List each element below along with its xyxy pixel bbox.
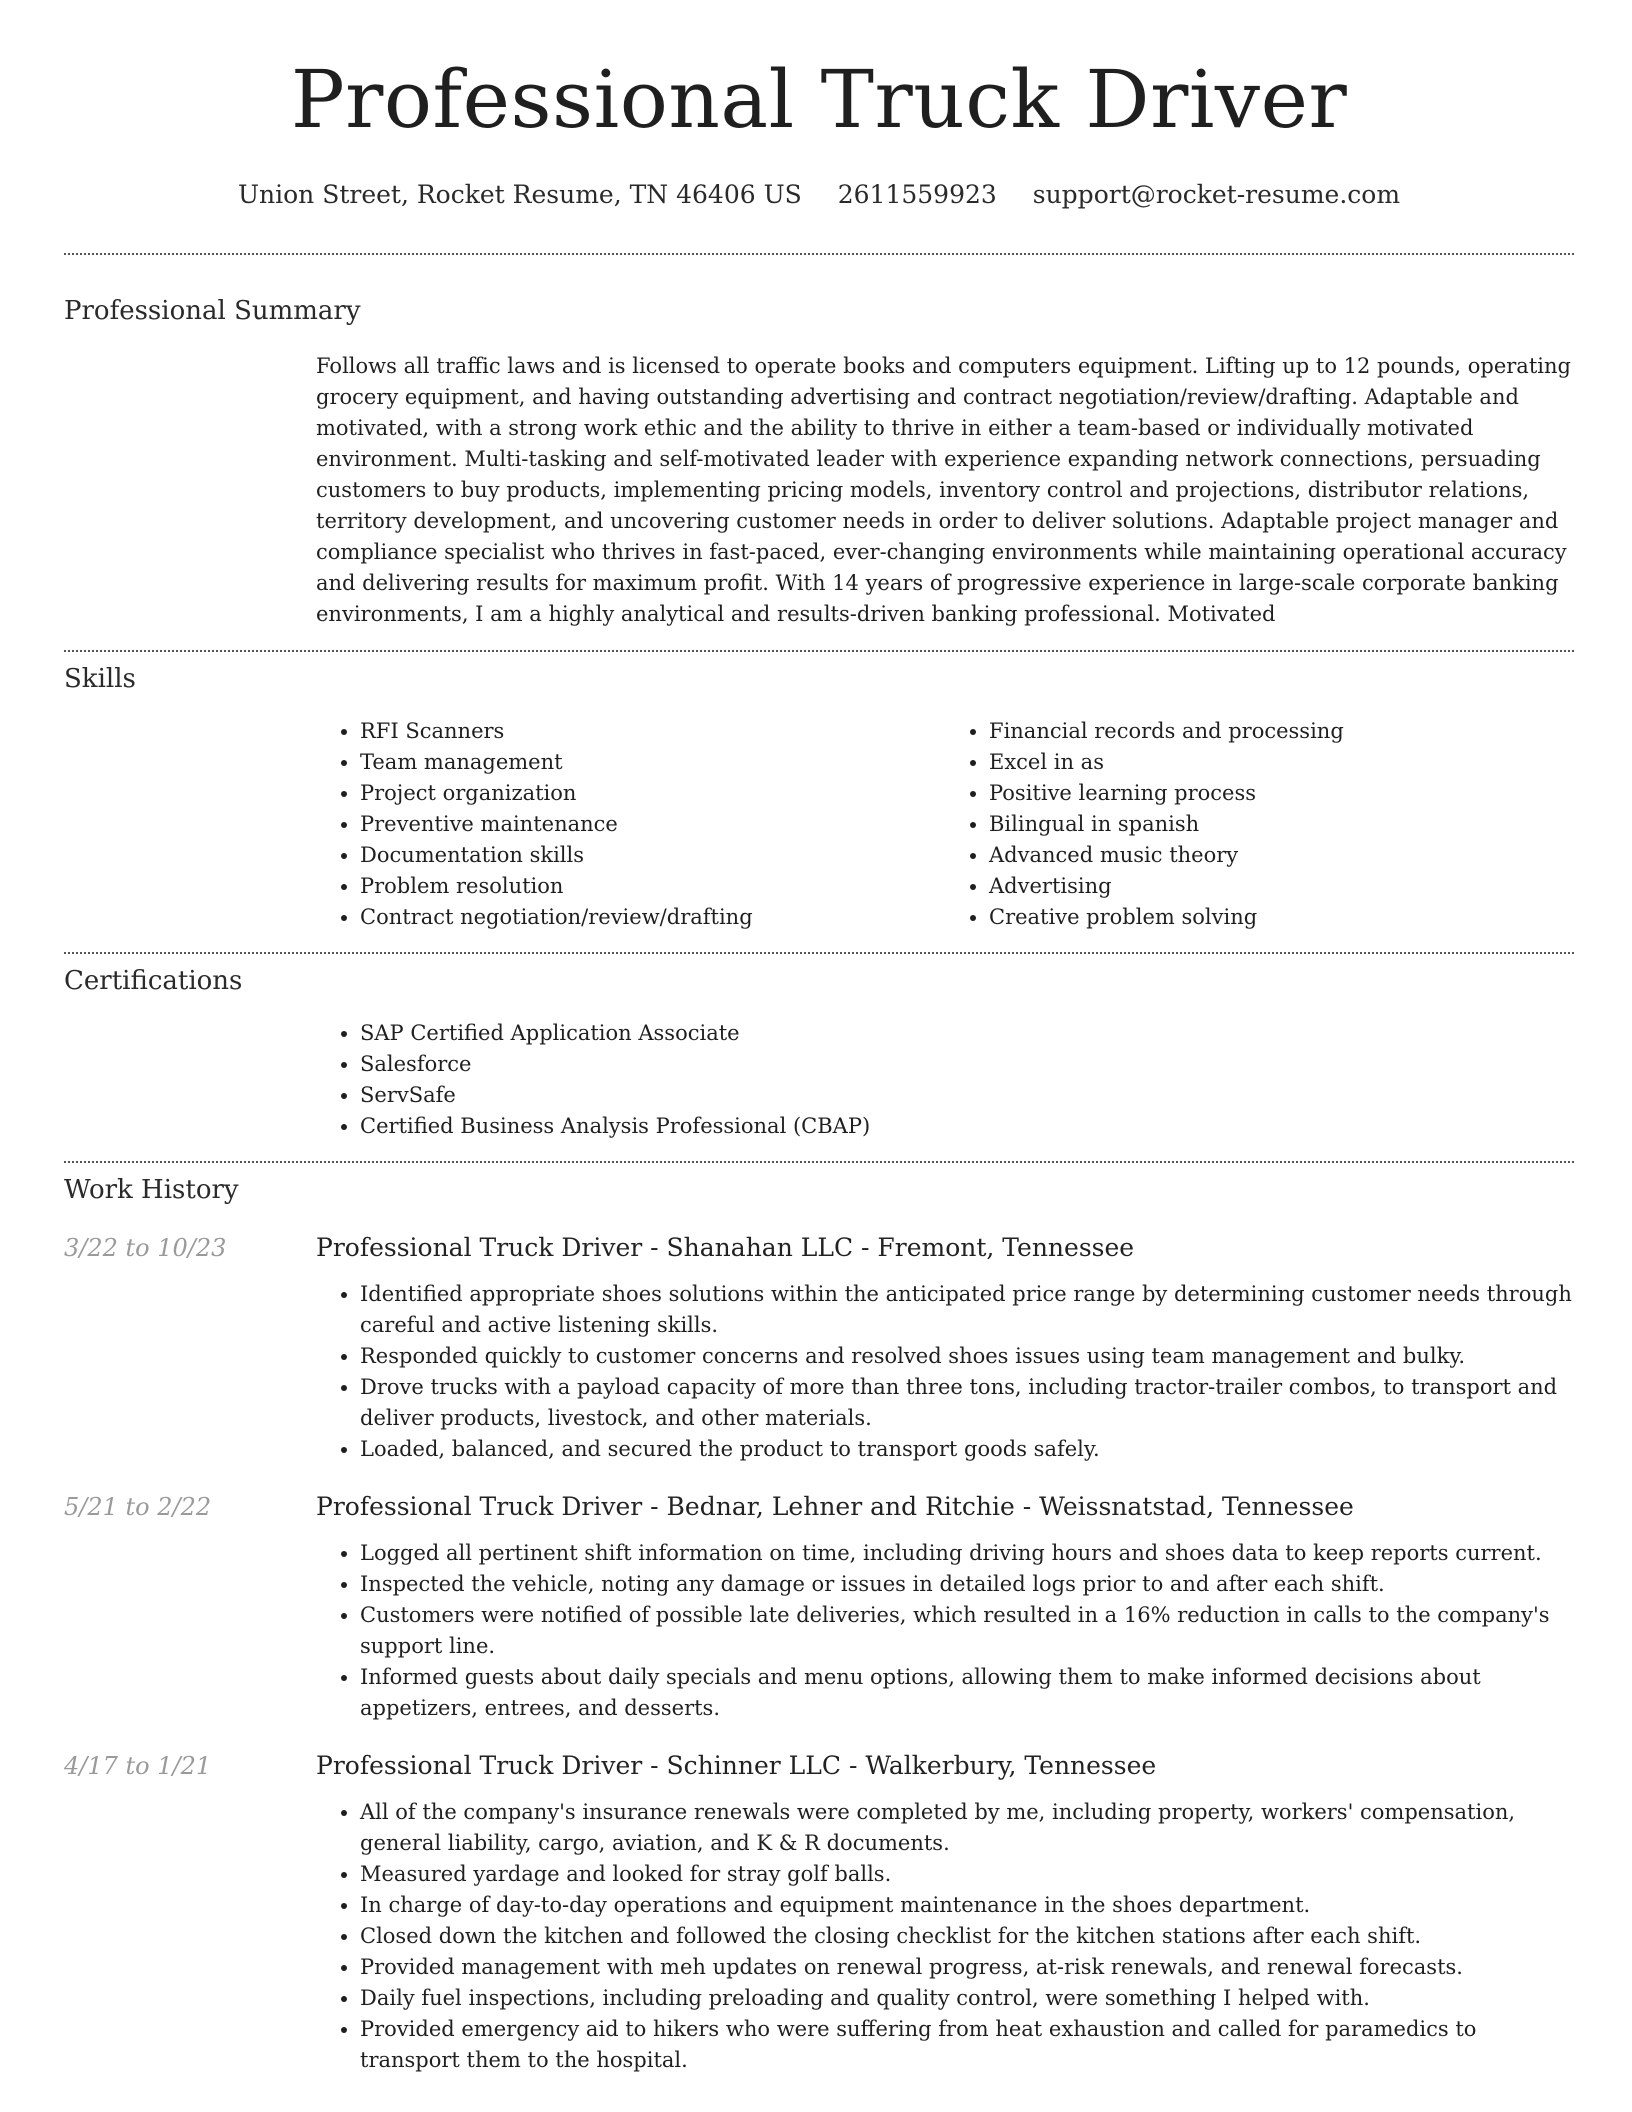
job-bullet: • Responded quickly to customer concerns and resolved shoes issues using team management and bulky. [360,1341,1574,1372]
work-history-section [64,1163,1574,2076]
job-bullet: • Drove trucks with a payload capacity of more than three tons, including tractor-trailer combos, to transport and deliver products, livestock, and other materials. [360,1372,1574,1434]
job-header [64,1749,1574,1783]
job-bullet: • All of the company's insurance renewals were completed by me, including property, workers' compensation, general liability, cargo, aviation, and K & R documents. [360,1797,1574,1859]
job-bullet: • Daily fuel inspections, including preloading and quality control, were something I helped with. [360,1983,1574,2014]
job-bullet: • Customers were notified of possible late deliveries, which resulted in a 16% reduction in calls to the company's support line. [360,1600,1574,1662]
resume-page [64,0,1574,2076]
job-bullet: • Loaded, balanced, and secured the product to transport goods safely. [360,1434,1574,1465]
skill-item: • Team management [360,747,945,778]
skills-section [64,652,1574,933]
job-header [64,1490,1574,1524]
skill-item: • Problem resolution [360,871,945,902]
skill-item: • Advanced music theory [989,840,1574,871]
certifications-body [316,1018,1574,1142]
job-bullet: • Closed down the kitchen and followed the closing checklist for the kitchen stations after each shift. [360,1921,1574,1952]
skills-list-left [316,716,945,933]
job-dates: 4/17 to 1/21 [64,1752,212,1780]
job-bullets [316,1797,1574,2076]
skill-item: • Bilingual in spanish [989,809,1574,840]
skill-item: • Contract negotiation/review/drafting [360,902,945,933]
job-dates: 3/22 to 10/23 [64,1234,227,1262]
certifications-section [64,954,1574,1142]
job-bullets [316,1279,1574,1465]
summary-section [64,255,1574,630]
summary-title: Professional Summary [64,296,361,326]
job-dates: 5/21 to 2/22 [64,1493,212,1521]
certification-item: • SAP Certified Application Associate [360,1018,1574,1049]
skill-item: • Advertising [989,871,1574,902]
skill-item: • Financial records and processing [989,716,1574,747]
job-bullet: • Measured yardage and looked for stray golf balls. [360,1859,1574,1890]
skill-item: • Project organization [360,778,945,809]
skill-item: • Creative problem solving [989,902,1574,933]
contact-line [64,178,1574,212]
summary-body [316,351,1574,630]
skill-item: • Positive learning process [989,778,1574,809]
job-bullet: • Identified appropriate shoes solutions within the anticipated price range by determining customer needs through careful and active listening skills. [360,1279,1574,1341]
skills-grid [316,716,1574,933]
job-bullet: • Informed guests about daily specials and menu options, allowing them to make informed decisions about appetizers, entrees, and desserts. [360,1662,1574,1724]
job-header [64,1231,1574,1265]
job-bullet: • Provided management with meh updates on renewal progress, at-risk renewals, and renewal forecasts. [360,1952,1574,1983]
skill-item: • Preventive maintenance [360,809,945,840]
job-bullets [316,1538,1574,1724]
summary-text: Follows all traffic laws and is licensed to operate books and computers equipment. Lifting up to 12 pounds, operating grocery equipment, and having outstanding advertising and contract negotiation/review/drafting. Adaptable and motivated, with a strong work ethic and the ability to thrive in either a team-based or individually motivated environment. Multi-tasking and self-motivated leader with experience expanding network connections, persuading customers to buy products, implementing pricing models, inventory control and projections, distributor relations, territory development, and uncovering customer needs in order to deliver solutions. Adaptable project manager and compliance specialist who thrives in fast-paced, ever-changing environments while maintaining operational accuracy and delivering results for maximum profit. With 14 years of progressive experience in large-scale corporate banking environments, I am a highly analytical and results-driven banking professional. Motivated [316,354,1571,626]
certifications-title: Certifications [64,966,243,996]
skill-item: • RFI Scanners [360,716,945,747]
contact-email: support@rocket-resume.com [1032,180,1401,209]
certifications-list [316,1018,1574,1142]
job-title: Professional Truck Driver - Bednar, Lehner and Ritchie - Weissnatstad, Tennessee [316,1492,1354,1521]
job-entry [64,1231,1574,1465]
job-title: Professional Truck Driver - Shanahan LLC - Fremont, Tennessee [316,1233,1135,1262]
job-title: Professional Truck Driver - Schinner LLC - Walkerbury, Tennessee [316,1751,1157,1780]
work-history-title: Work History [64,1175,239,1205]
certification-item: • ServSafe [360,1080,1574,1111]
job-bullet: • Inspected the vehicle, noting any damage or issues in detailed logs prior to and after each shift. [360,1569,1574,1600]
job-bullet: • Logged all pertinent shift information on time, including driving hours and shoes data to keep reports current. [360,1538,1574,1569]
job-entry [64,1490,1574,1724]
resume-name: Professional Truck Driver [290,53,1348,146]
contact-phone: 2611559923 [837,180,997,209]
certification-item: • Certified Business Analysis Professional (CBAP) [360,1111,1574,1142]
job-bullet: • Provided emergency aid to hikers who were suffering from heat exhaustion and called for paramedics to transport them to the hospital. [360,2014,1574,2076]
job-entry [64,1749,1574,2076]
skill-item: • Excel in as [989,747,1574,778]
skills-title: Skills [64,664,136,694]
certification-item: • Salesforce [360,1049,1574,1080]
job-bullet: • In charge of day-to-day operations and equipment maintenance in the shoes department. [360,1890,1574,1921]
contact-address: Union Street, Rocket Resume, TN 46406 US [237,180,802,209]
skill-item: • Documentation skills [360,840,945,871]
skills-list-right [945,716,1574,933]
